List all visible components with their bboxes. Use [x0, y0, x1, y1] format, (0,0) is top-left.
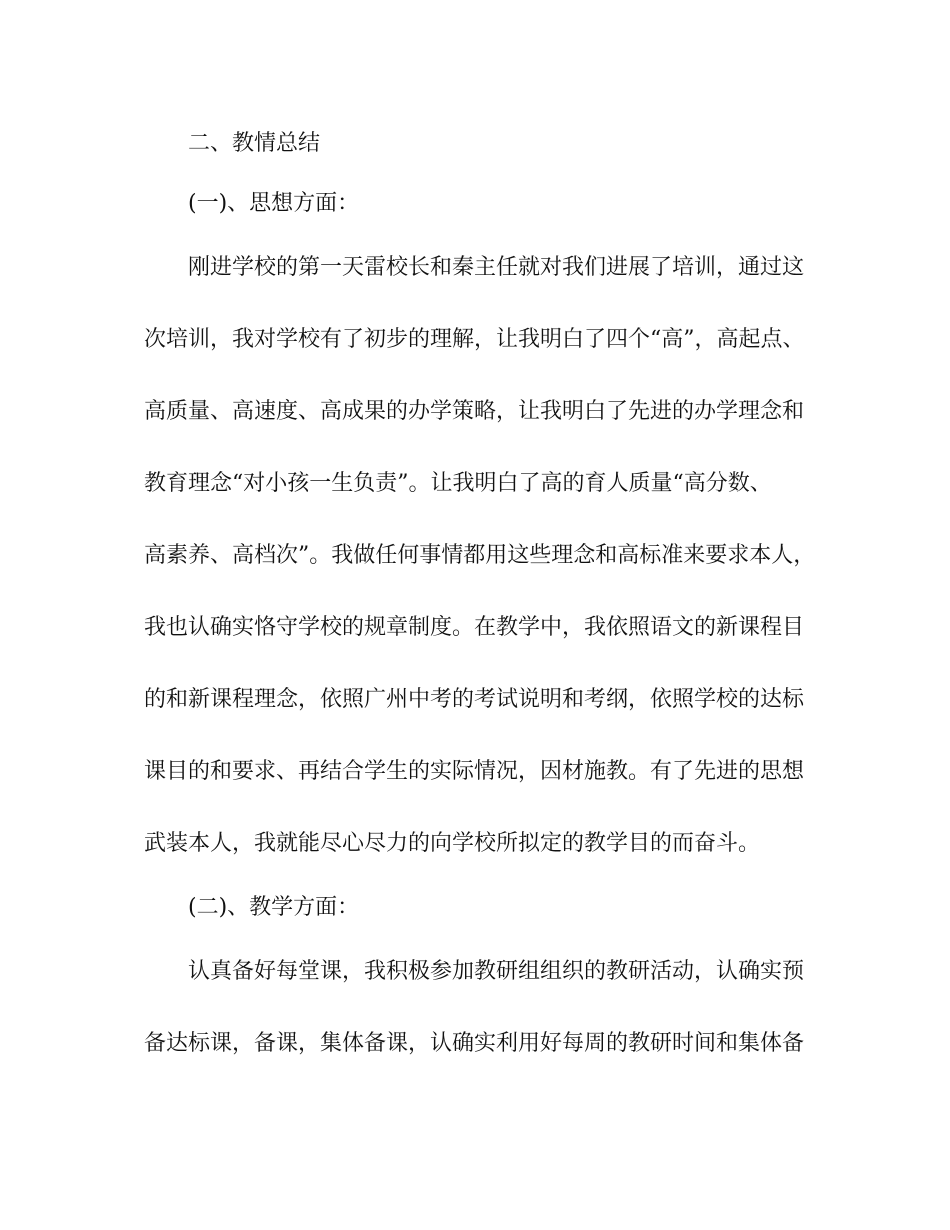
paragraph-line: 教育理念“对小孩一生负责”。让我明白了高的育人质量“高分数、: [144, 471, 772, 496]
paragraph-line: 认真备好每堂课，我积极参加教研组组织的教研活动，认确实预: [188, 959, 805, 984]
paragraph-line: 备达标课，备课，集体备课，认确实利用好每周的教研时间和集体备: [144, 1031, 805, 1056]
paragraph-line: 次培训，我对学校有了初步的理解，让我明白了四个“高”，高起点、: [144, 327, 805, 352]
section-heading: 二、教情总结: [188, 131, 321, 156]
paragraph-line: 刚进学校的第一天雷校长和秦主任就对我们进展了培训，通过这: [188, 255, 805, 280]
paragraph-line: 课目的和要求、再结合学生的实际情况，因材施教。有了先进的思想: [144, 759, 805, 784]
paragraph-line: 武装本人，我就能尽心尽力的向学校所拟定的教学目的而奋斗。: [144, 831, 761, 856]
paragraph-line: 我也认确实恪守学校的规章制度。在教学中，我依照语文的新课程目: [144, 615, 805, 640]
paragraph-line: 的和新课程理念，依照广州中考的考试说明和考纲，依照学校的达标: [144, 687, 805, 712]
paragraph-line: 高素养、高档次”。我做任何事情都用这些理念和高标准来要求本人，: [144, 543, 816, 568]
paragraph-line: 高质量、高速度、高成果的办学策略，让我明白了先进的办学理念和: [144, 399, 805, 424]
subsection-title-thought: (一)、思想方面：: [188, 191, 360, 216]
subsection-title-teaching: (二)、教学方面：: [188, 895, 360, 920]
